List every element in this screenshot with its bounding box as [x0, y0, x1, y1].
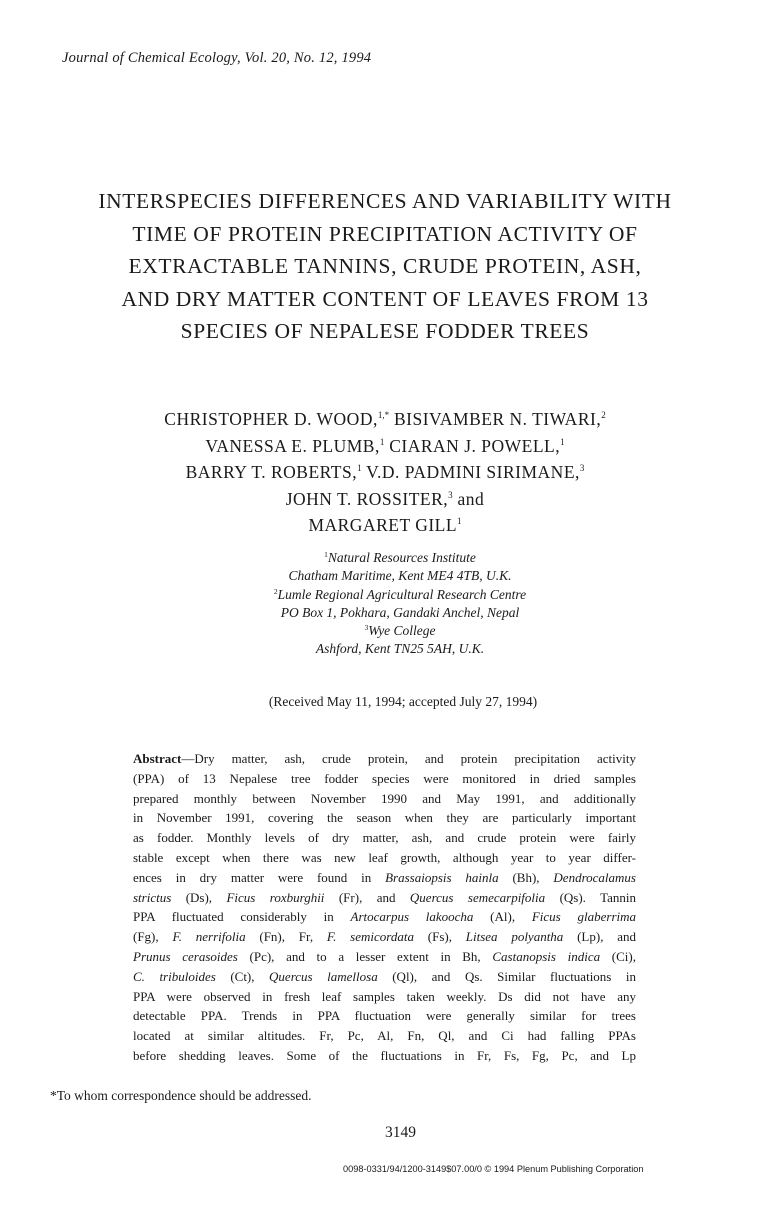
abstract-line: (PPA) of 13 Nepalese tree fodder species were monitored in dried samples: [133, 770, 636, 786]
affiliation-name: $^1$Natural Resources Institute: [324, 550, 476, 565]
author-name: CIARAN J. POWELL,: [389, 435, 561, 456]
abstract-line: before shedding leaves. Some of the fluctuations in Fr, Fs, Fg, Pc, and Lp: [133, 1047, 636, 1063]
abstract-line: ences in dry matter were found in Brassaiopsis hainla (Bh), Dendrocalamus: [133, 869, 636, 885]
author-name: BISIVAMBER N. TIWARI,: [393, 409, 602, 429]
title-line: INTERSPECIES DIFFERENCES AND VARIABILITY WITH: [98, 189, 672, 213]
page-number: 3149: [385, 1124, 416, 1141]
abstract-line: C. tribuloides (Ct), Quercus lamellosa (Ql), and Qs. Similar fluctuations in: [133, 968, 637, 984]
title-line: SPECIES OF NEPALESE FODDER TREES: [180, 319, 590, 343]
author-line: [40, 459, 730, 486]
author-affiliation-mark: 3: [579, 463, 585, 473]
author-line: [40, 406, 730, 433]
received-dates: (Received May 11, 1994; accepted July 27, 1994): [268, 694, 538, 709]
author-name: V.D. PADMINI SIRIMANE,: [366, 462, 580, 482]
abstract-line: in November 1991, covering the season when they are particularly important: [133, 810, 636, 826]
abstract-line: strictus (Ds), Ficus roxburghii (Fr), and Quercus semecarpifolia (Qs). Tannin: [133, 889, 637, 905]
abstract-line: located at similar altitudes. Fr, Pc, Al, Fn, Ql, and Ci had falling PPAs: [133, 1028, 636, 1044]
affiliation-address: Ashford, Kent TN25 5AH, U.K.: [315, 641, 485, 657]
affiliation-address: PO Box 1, Pokhara, Gandaki Anchel, Nepal: [280, 604, 520, 620]
abstract-line: Abstract—Dry matter, ash, crude protein, and protein precipitation activity: [133, 751, 636, 766]
author-name: BARRY T. ROBERTS,: [185, 462, 358, 482]
affiliation-mark: 1: [324, 550, 328, 559]
author-name: CHRISTOPHER D. WOOD,: [164, 409, 378, 429]
affiliation-mark: 3: [364, 623, 369, 633]
affiliations: [40, 549, 760, 659]
author-line: [40, 486, 730, 513]
author-name: MARGARET GILL: [308, 515, 458, 535]
abstract-line: detectable PPA. Trends in PPA fluctuation were generally similar for trees: [133, 1008, 636, 1024]
article-title: [40, 185, 730, 348]
abstract-line: as fodder. Monthly levels of dry matter, ash, and crude protein were fairly: [133, 830, 636, 846]
copyright-line: 0098-0331/94/1200-3149$07.00/0 © 1994 Plenum Publishing Corporation: [343, 1164, 644, 1174]
author-name: JOHN T. ROSSITER,: [285, 488, 449, 509]
abstract-label: Abstract: [133, 751, 182, 766]
affiliation-address: Chatham Maritime, Kent ME4 4TB, U.K.: [288, 568, 512, 584]
abstract-line: PPA fluctuated considerably in Artocarpus lakoocha (Al), Ficus glaberrima: [133, 909, 637, 925]
abstract-line: (Fg), F. nerrifolia (Fn), Fr, F. semicordata (Fs), Litsea polyantha (Lp), and: [133, 929, 637, 945]
abstract-line: stable except when there was new leaf growth, although year to year differ-: [133, 849, 636, 865]
affiliation-mark: 2: [273, 586, 278, 596]
abstract-line: Prunus cerasoides (Pc), and to a lesser extent in Bh, Castanopsis indica (Ci),: [133, 948, 636, 964]
author-affiliation-mark: 1: [357, 463, 362, 473]
author-affiliation-mark: 2: [601, 410, 606, 420]
author-affiliation-mark: 1: [560, 436, 565, 447]
author-list: [40, 406, 730, 539]
affiliation-name: $^2$Lumle Regional Agricultural Research Centre: [273, 586, 527, 602]
title-line: TIME OF PROTEIN PRECIPITATION ACTIVITY OF: [132, 221, 638, 246]
author-affiliation-mark: 1: [457, 516, 462, 526]
title-line: AND DRY MATTER CONTENT OF LEAVES FROM 13: [121, 286, 649, 311]
author-name: VANESSA E. PLUMB,: [205, 435, 380, 456]
affiliation-name: $^3$Wye College: [364, 623, 436, 639]
correspondence-footnote: *To whom correspondence should be addressed.: [50, 1088, 312, 1103]
title-line: EXTRACTABLE TANNINS, CRUDE PROTEIN, ASH,: [128, 254, 642, 278]
author-conjunction: and: [457, 488, 485, 509]
author-line: [40, 433, 730, 460]
author-affiliation-mark: 1,*: [377, 410, 390, 420]
author-affiliation-mark: 1: [379, 436, 385, 447]
author-line: [40, 512, 730, 539]
author-affiliation-mark: 3: [448, 489, 453, 500]
journal-citation: Journal of Chemical Ecology, Vol. 20, No. 12, 1994: [62, 50, 372, 66]
abstract-line: PPA were observed in fresh leaf samples taken weekly. Ds did not have any: [133, 988, 636, 1004]
abstract-line: prepared monthly between November 1990 and May 1991, and additionally: [133, 790, 636, 806]
abstract: [133, 749, 636, 1066]
